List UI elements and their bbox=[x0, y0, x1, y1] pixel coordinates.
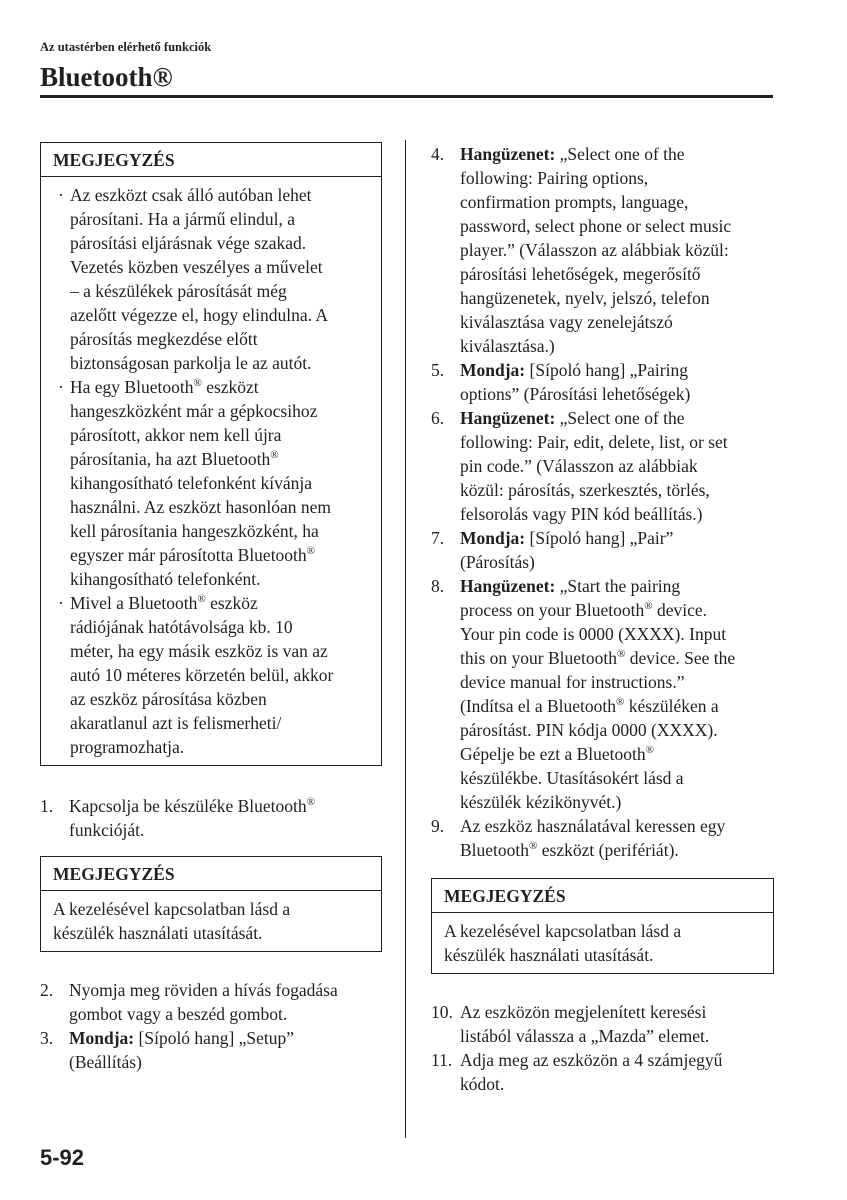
bullet-mark: · bbox=[58, 377, 64, 397]
step-2: 2. Nyomja meg röviden a hívás fogadása gombot vagy a beszéd gombot. bbox=[40, 980, 338, 1024]
bullet-mark: · bbox=[58, 185, 64, 205]
page-header bbox=[40, 40, 773, 92]
step-9: 9. Az eszköz használatával keressen egy Bluetooth® eszközt (perifériát). bbox=[431, 816, 726, 860]
note-body: A kezelésével kapcsolatban lásd a készülék használati utasítását. bbox=[444, 921, 682, 965]
step-4: 4. Hangüzenet: „Select one of the following: Pairing options, confirmation prompts, language, password, select phone or select music player.” (Válasszon az alábbiak közül: párosítási lehetőségek, megerősítő hangüzenetek, nyelv, jelszó, telefon kiválasztása vagy zenelejátszó kiválasztása.) bbox=[431, 144, 732, 356]
step-6: 6. Hangüzenet: „Select one of the following: Pair, edit, delete, list, or set pin code.” (Válasszon az alábbiak közül: párosítás, szerkesztés, törlés, felsorolás vagy PIN kód beállítás.) bbox=[431, 408, 728, 524]
step-11: 11. Adja meg az eszközön a 4 számjegyű kódot. bbox=[431, 1050, 723, 1094]
note-title: MEGJEGYZÉS bbox=[432, 879, 773, 913]
right-column bbox=[431, 142, 774, 1096]
step-5: 5. Mondja: [Sípoló hang] „Pairing options” (Párosítási lehetőségek) bbox=[431, 360, 691, 404]
step-10: 10. Az eszközön megjelenített keresési listából válassza a „Mazda” elemet. bbox=[431, 1002, 710, 1046]
note-title: MEGJEGYZÉS bbox=[41, 143, 381, 177]
section-label: Az utastérben elérhető funkciók bbox=[40, 40, 212, 54]
page-title: Bluetooth® bbox=[40, 62, 173, 92]
step-7: 7. Mondja: [Sípoló hang] „Pair” (Párosítás) bbox=[431, 528, 674, 572]
bullet-mark: · bbox=[58, 593, 64, 613]
note-body bbox=[41, 177, 381, 765]
note-box-safety bbox=[40, 142, 382, 766]
note-box-manual bbox=[40, 856, 382, 952]
note-bullet-1: · Az eszközt csak álló autóban lehet párosítani. Ha a jármű elindul, a párosítási eljárásnak vége szakad. Vezetés közben veszélyes a művelet – a készülékek párosítását még azelőtt végezze el, hogy elindulna. A párosítás megkezdése előtt biztonságosan parkolja le az autót. bbox=[53, 183, 369, 375]
header-rule bbox=[40, 95, 773, 98]
note-body: A kezelésével kapcsolatban lásd a készülék használati utasítását. bbox=[53, 899, 291, 943]
page-number: 5-92 bbox=[40, 1145, 85, 1170]
note-bullet-2: · Ha egy Bluetooth® eszközt hangeszközként már a gépkocsihoz párosított, akkor nem kell újra párosítania, ha azt Bluetooth® kihangosítható telefonként kívánja használni. Az eszközt hasonlóan nem kell párosítania hangeszközként, ha egyszer már párosította Bluetooth® kihangosítható telefonként. bbox=[53, 375, 369, 591]
step-1: 1. Kapcsolja be készüléke Bluetooth® funkcióját. bbox=[40, 796, 315, 840]
left-column bbox=[40, 142, 382, 1074]
note-bullet-3: · Mivel a Bluetooth® eszköz rádiójának hatótávolsága kb. 10 méter, ha egy másik eszköz is van az autó 10 méteres körzetén belül, akkor az eszköz párosítása közben akaratlanul azt is felismerheti/ programozhatja. bbox=[53, 591, 369, 759]
note-box-manual-right bbox=[431, 878, 774, 974]
step-8: 8. Hangüzenet: „Start the pairing process on your Bluetooth® device. Your pin code is 0000 (XXXX). Input this on your Bluetooth® device. See the device manual for instructions.” (Indítsa el a Bluetooth® készüléken a párosítást. PIN kódja 0000 (XXXX). Gépelje be ezt a Bluetooth® készülékbe. Utasításokért lásd a készülék kézikönyvét.) bbox=[431, 576, 736, 812]
note-title: MEGJEGYZÉS bbox=[41, 857, 381, 891]
step-3: 3. Mondja: [Sípoló hang] „Setup” (Beállítás) bbox=[40, 1028, 295, 1072]
column-divider bbox=[405, 140, 406, 1138]
